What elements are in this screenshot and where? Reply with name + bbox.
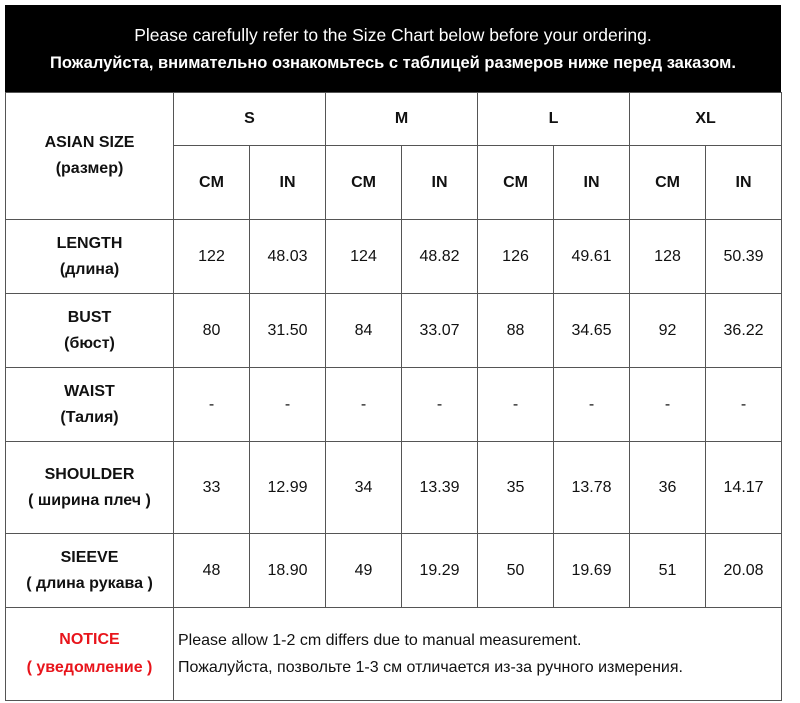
unit-header: CM	[326, 146, 402, 220]
table-cell: 31.50	[250, 294, 326, 368]
row-label-ru: (бюст)	[64, 334, 115, 352]
table-cell: -	[250, 368, 326, 442]
table-cell: 14.17	[706, 442, 782, 534]
table-cell: 124	[326, 220, 402, 294]
table-cell: 33	[174, 442, 250, 534]
row-label-cell	[6, 220, 174, 294]
row-label-cell	[6, 368, 174, 442]
table-cell: -	[326, 368, 402, 442]
row-label-ru: (длина)	[59, 260, 120, 278]
size-header-xl: XL	[630, 93, 782, 146]
unit-header: CM	[630, 146, 706, 220]
header-banner	[5, 5, 781, 92]
asian-size-label: ASIAN SIZE	[44, 134, 135, 151]
unit-header: CM	[478, 146, 554, 220]
notice-label: NOTICE	[59, 631, 120, 648]
banner-line-en: Please carefully refer to the Size Chart below before your ordering.	[134, 24, 652, 45]
table-cell: 128	[630, 220, 706, 294]
row-label: SHOULDER	[44, 465, 135, 483]
table-cell: 13.78	[554, 442, 630, 534]
table-cell: -	[554, 368, 630, 442]
table-cell: 36.22	[706, 294, 782, 368]
table-cell: 51	[630, 534, 706, 608]
table-row-bust	[6, 294, 782, 368]
table-cell: 19.69	[554, 534, 630, 608]
table-cell: -	[630, 368, 706, 442]
table-cell: 48.82	[402, 220, 478, 294]
size-header-s: S	[174, 93, 326, 146]
notice-label-ru: ( уведомление )	[26, 659, 153, 676]
row-label-cell	[6, 294, 174, 368]
row-label: WAIST	[64, 382, 115, 400]
banner-line-ru: Пожалуйста, внимательно ознакомьтесь с таблицей размеров ниже перед заказом.	[50, 53, 736, 72]
size-header-row	[6, 93, 782, 146]
table-cell: -	[174, 368, 250, 442]
table-cell: 34	[326, 442, 402, 534]
size-header-l: L	[478, 93, 630, 146]
row-label-cell	[6, 534, 174, 608]
table-cell: 80	[174, 294, 250, 368]
notice-text-cell	[174, 608, 782, 701]
table-cell: 20.08	[706, 534, 782, 608]
table-row-sleeve	[6, 534, 782, 608]
asian-size-label-ru: (размер)	[55, 160, 124, 177]
table-cell: 33.07	[402, 294, 478, 368]
table-cell: -	[402, 368, 478, 442]
table-cell: 122	[174, 220, 250, 294]
table-cell: 50.39	[706, 220, 782, 294]
table-cell: 92	[630, 294, 706, 368]
table-cell: 48	[174, 534, 250, 608]
unit-header: IN	[402, 146, 478, 220]
unit-header: IN	[706, 146, 782, 220]
table-cell: -	[478, 368, 554, 442]
row-label-ru: (Талия)	[60, 408, 119, 426]
unit-header: IN	[250, 146, 326, 220]
table-cell: 12.99	[250, 442, 326, 534]
notice-text-ru: Пожалуйста, позвольте 1-3 см отличается из-за ручного измерения.	[178, 659, 683, 676]
unit-header: CM	[174, 146, 250, 220]
table-cell: 18.90	[250, 534, 326, 608]
table-cell: 36	[630, 442, 706, 534]
size-header-m: M	[326, 93, 478, 146]
row-label-ru: ( ширина плеч )	[28, 491, 151, 509]
table-cell: 88	[478, 294, 554, 368]
notice-row	[6, 608, 782, 701]
table-row-length	[6, 220, 782, 294]
notice-text-en: Please allow 1-2 cm differs due to manual measurement.	[178, 632, 582, 649]
table-cell: 34.65	[554, 294, 630, 368]
table-cell: 126	[478, 220, 554, 294]
table-cell: 19.29	[402, 534, 478, 608]
notice-label-cell	[6, 608, 174, 701]
table-cell: 49	[326, 534, 402, 608]
row-label-ru: ( длина рукава )	[26, 574, 153, 592]
unit-header: IN	[554, 146, 630, 220]
row-label: LENGTH	[56, 234, 123, 252]
table-cell: 13.39	[402, 442, 478, 534]
table-row-waist	[6, 368, 782, 442]
table-cell: -	[706, 368, 782, 442]
row-label-cell	[6, 442, 174, 534]
row-label: SIEEVE	[60, 548, 119, 566]
row-label: BUST	[67, 308, 112, 326]
table-cell: 48.03	[250, 220, 326, 294]
table-cell: 50	[478, 534, 554, 608]
table-row-shoulder	[6, 442, 782, 534]
table-cell: 84	[326, 294, 402, 368]
table-cell: 49.61	[554, 220, 630, 294]
table-cell: 35	[478, 442, 554, 534]
asian-size-header-cell	[6, 93, 174, 220]
size-chart-table	[5, 92, 782, 701]
